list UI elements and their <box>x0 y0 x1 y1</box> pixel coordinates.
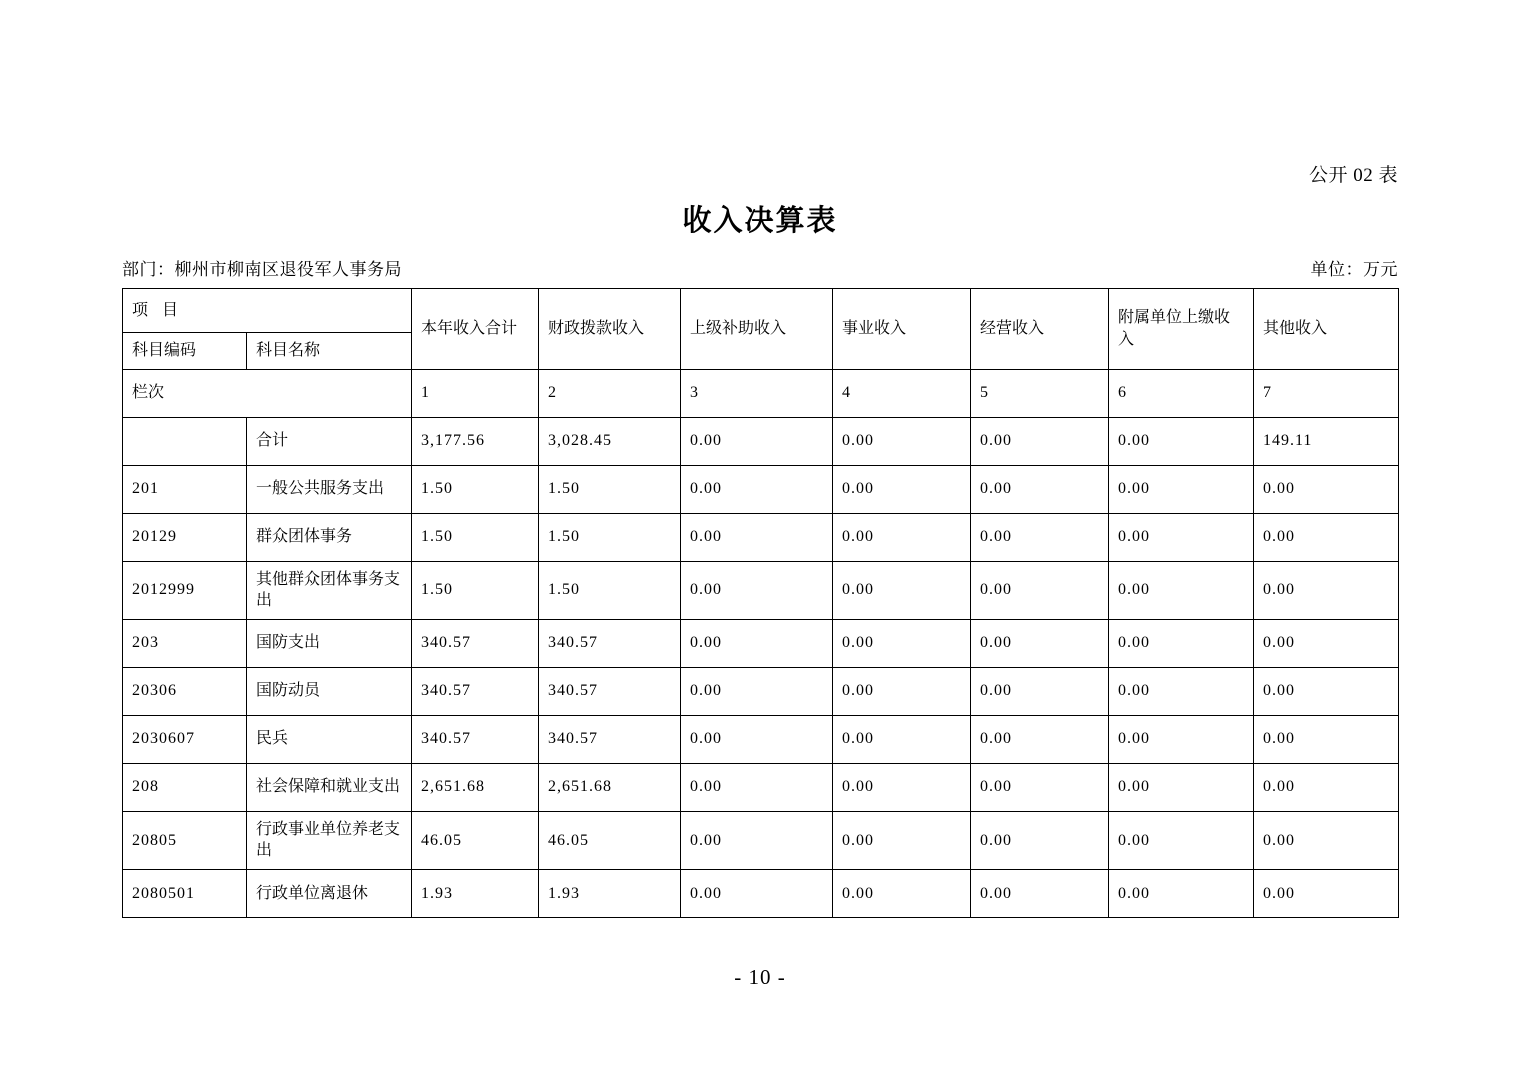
row-code: 203 <box>123 619 247 667</box>
row-value-2: 1.50 <box>539 561 681 619</box>
header-column-2: 财政拨款收入 <box>539 289 681 370</box>
row-value-3: 0.00 <box>681 667 833 715</box>
row-value-6: 0.00 <box>1109 513 1254 561</box>
row-code: 20805 <box>123 811 247 869</box>
row-code: 208 <box>123 763 247 811</box>
row-value-4: 0.00 <box>833 869 971 917</box>
header-column-5: 经营收入 <box>971 289 1109 370</box>
table-row <box>123 869 1399 917</box>
row-value-7: 0.00 <box>1254 619 1399 667</box>
row-value-4: 0.00 <box>833 561 971 619</box>
row-code <box>123 417 247 465</box>
row-value-7: 0.00 <box>1254 869 1399 917</box>
meta-row <box>122 255 1398 280</box>
row-value-2: 46.05 <box>539 811 681 869</box>
row-value-6: 0.00 <box>1109 811 1254 869</box>
row-value-5: 0.00 <box>971 513 1109 561</box>
row-code: 20306 <box>123 667 247 715</box>
row-value-4: 0.00 <box>833 465 971 513</box>
row-value-4: 0.00 <box>833 811 971 869</box>
row-value-6: 0.00 <box>1109 417 1254 465</box>
page-number: - 10 - <box>734 965 786 989</box>
row-value-5: 0.00 <box>971 417 1109 465</box>
table-column-index-row <box>123 369 1399 417</box>
row-value-5: 0.00 <box>971 811 1109 869</box>
row-value-4: 0.00 <box>833 715 971 763</box>
header-column-6: 附属单位上缴收入 <box>1109 289 1254 370</box>
row-name: 行政事业单位养老支出 <box>247 811 412 869</box>
row-value-2: 1.50 <box>539 513 681 561</box>
row-value-3: 0.00 <box>681 513 833 561</box>
row-name: 群众团体事务 <box>247 513 412 561</box>
header-column-1: 本年收入合计 <box>412 289 539 370</box>
header-name-label: 科目名称 <box>247 333 412 370</box>
row-value-5: 0.00 <box>971 869 1109 917</box>
row-name: 一般公共服务支出 <box>247 465 412 513</box>
row-value-6: 0.00 <box>1109 715 1254 763</box>
column-index-1: 1 <box>412 369 539 417</box>
row-value-2: 2,651.68 <box>539 763 681 811</box>
row-value-6: 0.00 <box>1109 763 1254 811</box>
row-value-5: 0.00 <box>971 715 1109 763</box>
row-value-4: 0.00 <box>833 619 971 667</box>
unit-label: 单位：万元 <box>1310 260 1398 279</box>
row-value-6: 0.00 <box>1109 667 1254 715</box>
row-value-1: 2,651.68 <box>412 763 539 811</box>
table-row <box>123 619 1399 667</box>
row-name: 合计 <box>247 417 412 465</box>
column-index-6: 6 <box>1109 369 1254 417</box>
row-code: 2030607 <box>123 715 247 763</box>
row-value-3: 0.00 <box>681 619 833 667</box>
row-value-5: 0.00 <box>971 561 1109 619</box>
row-name: 社会保障和就业支出 <box>247 763 412 811</box>
column-index-label: 栏次 <box>123 369 412 417</box>
header-column-4: 事业收入 <box>833 289 971 370</box>
row-code: 20129 <box>123 513 247 561</box>
row-value-1: 340.57 <box>412 715 539 763</box>
row-value-1: 1.50 <box>412 465 539 513</box>
row-value-4: 0.00 <box>833 417 971 465</box>
row-value-7: 0.00 <box>1254 715 1399 763</box>
row-name: 国防动员 <box>247 667 412 715</box>
income-final-accounts-table <box>122 288 1399 918</box>
column-index-3: 3 <box>681 369 833 417</box>
row-value-2: 1.50 <box>539 465 681 513</box>
row-value-7: 0.00 <box>1254 561 1399 619</box>
row-value-7: 0.00 <box>1254 811 1399 869</box>
row-value-3: 0.00 <box>681 715 833 763</box>
table-row <box>123 811 1399 869</box>
row-value-5: 0.00 <box>971 667 1109 715</box>
column-index-5: 5 <box>971 369 1109 417</box>
header-column-3: 上级补助收入 <box>681 289 833 370</box>
row-value-1: 340.57 <box>412 619 539 667</box>
row-value-4: 0.00 <box>833 513 971 561</box>
table-row <box>123 715 1399 763</box>
table-row <box>123 465 1399 513</box>
row-value-6: 0.00 <box>1109 465 1254 513</box>
row-value-2: 340.57 <box>539 715 681 763</box>
row-code: 2012999 <box>123 561 247 619</box>
row-value-3: 0.00 <box>681 465 833 513</box>
row-value-7: 0.00 <box>1254 763 1399 811</box>
row-code: 201 <box>123 465 247 513</box>
row-value-3: 0.00 <box>681 869 833 917</box>
table-row <box>123 417 1399 465</box>
row-value-3: 0.00 <box>681 811 833 869</box>
table-row <box>123 667 1399 715</box>
row-value-7: 149.11 <box>1254 417 1399 465</box>
row-name: 其他群众团体事务支出 <box>247 561 412 619</box>
row-value-2: 1.93 <box>539 869 681 917</box>
row-value-3: 0.00 <box>681 561 833 619</box>
row-value-3: 0.00 <box>681 763 833 811</box>
column-index-4: 4 <box>833 369 971 417</box>
row-value-2: 340.57 <box>539 619 681 667</box>
row-value-1: 1.50 <box>412 513 539 561</box>
row-name: 行政单位离退休 <box>247 869 412 917</box>
row-value-7: 0.00 <box>1254 667 1399 715</box>
table-row <box>123 763 1399 811</box>
row-value-3: 0.00 <box>681 417 833 465</box>
table-row <box>123 513 1399 561</box>
row-value-1: 1.50 <box>412 561 539 619</box>
row-name: 国防支出 <box>247 619 412 667</box>
row-value-5: 0.00 <box>971 619 1109 667</box>
row-value-1: 1.93 <box>412 869 539 917</box>
row-value-4: 0.00 <box>833 763 971 811</box>
row-value-5: 0.00 <box>971 763 1109 811</box>
page-title: 收入决算表 <box>682 205 838 237</box>
row-value-1: 46.05 <box>412 811 539 869</box>
table-header-row-item <box>123 289 1399 333</box>
header-code-label: 科目编码 <box>123 333 247 370</box>
row-value-6: 0.00 <box>1109 619 1254 667</box>
row-value-1: 3,177.56 <box>412 417 539 465</box>
row-value-7: 0.00 <box>1254 465 1399 513</box>
row-name: 民兵 <box>247 715 412 763</box>
department-label: 部门：柳州市柳南区退役军人事务局 <box>122 260 402 279</box>
row-value-7: 0.00 <box>1254 513 1399 561</box>
row-value-4: 0.00 <box>833 667 971 715</box>
column-index-2: 2 <box>539 369 681 417</box>
header-column-7: 其他收入 <box>1254 289 1399 370</box>
column-index-7: 7 <box>1254 369 1399 417</box>
row-value-6: 0.00 <box>1109 869 1254 917</box>
row-value-2: 3,028.45 <box>539 417 681 465</box>
row-value-5: 0.00 <box>971 465 1109 513</box>
form-label: 公开 02 表 <box>1308 165 1398 186</box>
row-value-2: 340.57 <box>539 667 681 715</box>
header-item-label: 项目 <box>123 289 412 333</box>
row-value-6: 0.00 <box>1109 561 1254 619</box>
row-value-1: 340.57 <box>412 667 539 715</box>
row-code: 2080501 <box>123 869 247 917</box>
table-row <box>123 561 1399 619</box>
